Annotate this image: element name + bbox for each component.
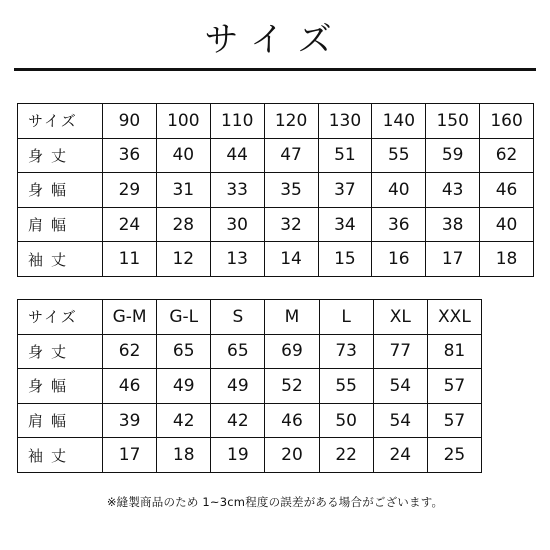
measurement-value: 34	[318, 207, 372, 242]
size-header-cell: L	[319, 300, 373, 335]
measurement-value: 11	[103, 242, 157, 277]
measurement-value: 54	[373, 403, 427, 438]
size-header-cell: 90	[103, 104, 157, 139]
measurement-value: 44	[210, 138, 264, 173]
measurement-value: 46	[480, 173, 534, 208]
size-header-cell: 120	[264, 104, 318, 139]
size-header-cell: 140	[372, 104, 426, 139]
measurement-label: 身丈	[18, 334, 103, 369]
measurement-value: 36	[103, 138, 157, 173]
measurement-value: 42	[157, 403, 211, 438]
measurement-value: 69	[265, 334, 319, 369]
size-header-cell: G-M	[103, 300, 157, 335]
measurement-value: 40	[156, 138, 210, 173]
size-header-cell: 130	[318, 104, 372, 139]
measurement-value: 20	[265, 438, 319, 473]
measurement-row	[18, 173, 534, 208]
measurement-value: 36	[372, 207, 426, 242]
measurement-value: 54	[373, 369, 427, 404]
measurement-value: 49	[211, 369, 265, 404]
measurement-value: 50	[319, 403, 373, 438]
page-title: サイズ	[204, 20, 346, 60]
measurement-value: 15	[318, 242, 372, 277]
measurement-value: 42	[211, 403, 265, 438]
measurement-value: 65	[211, 334, 265, 369]
measurement-value: 47	[264, 138, 318, 173]
measurement-row	[18, 242, 534, 277]
measurement-value: 46	[103, 369, 157, 404]
measurement-value: 22	[319, 438, 373, 473]
measurement-value: 13	[210, 242, 264, 277]
measurement-value: 14	[264, 242, 318, 277]
size-header-cell: 160	[480, 104, 534, 139]
size-header-row	[18, 300, 482, 335]
size-header-cell: 150	[426, 104, 480, 139]
kids-size-table	[17, 103, 534, 277]
measurement-value: 30	[210, 207, 264, 242]
size-header-cell: XL	[373, 300, 427, 335]
measurement-value: 17	[103, 438, 157, 473]
measurement-value: 25	[427, 438, 481, 473]
size-header-cell: M	[265, 300, 319, 335]
measurement-row	[18, 403, 482, 438]
measurement-label: 肩幅	[18, 403, 103, 438]
measurement-label: 身幅	[18, 369, 103, 404]
measurement-value: 24	[103, 207, 157, 242]
measurement-value: 33	[210, 173, 264, 208]
tolerance-note: ※縫製商品のため 1~3cm程度の誤差がある場合がございます。	[106, 495, 444, 509]
measurement-value: 40	[480, 207, 534, 242]
title-divider	[14, 68, 536, 71]
size-header-cell: S	[211, 300, 265, 335]
measurement-value: 37	[318, 173, 372, 208]
size-header-cell: XXL	[427, 300, 481, 335]
measurement-value: 46	[265, 403, 319, 438]
measurement-row	[18, 207, 534, 242]
measurement-row	[18, 438, 482, 473]
measurement-value: 57	[427, 369, 481, 404]
measurement-value: 57	[427, 403, 481, 438]
measurement-value: 51	[318, 138, 372, 173]
measurement-value: 12	[156, 242, 210, 277]
measurement-label: 身幅	[18, 173, 103, 208]
measurement-value: 28	[156, 207, 210, 242]
size-header-label: サイズ	[18, 300, 103, 335]
size-header-cell: 110	[210, 104, 264, 139]
measurement-value: 38	[426, 207, 480, 242]
measurement-value: 35	[264, 173, 318, 208]
measurement-value: 62	[103, 334, 157, 369]
measurement-row	[18, 138, 534, 173]
measurement-value: 52	[265, 369, 319, 404]
measurement-value: 18	[480, 242, 534, 277]
measurement-value: 55	[372, 138, 426, 173]
measurement-value: 18	[157, 438, 211, 473]
measurement-value: 29	[103, 173, 157, 208]
measurement-value: 39	[103, 403, 157, 438]
size-header-row	[18, 104, 534, 139]
measurement-value: 16	[372, 242, 426, 277]
measurement-label: 肩幅	[18, 207, 103, 242]
size-header-cell: 100	[156, 104, 210, 139]
measurement-value: 77	[373, 334, 427, 369]
size-header-cell: G-L	[157, 300, 211, 335]
measurement-value: 81	[427, 334, 481, 369]
measurement-value: 32	[264, 207, 318, 242]
measurement-value: 19	[211, 438, 265, 473]
measurement-value: 65	[157, 334, 211, 369]
measurement-label: 袖丈	[18, 438, 103, 473]
measurement-value: 17	[426, 242, 480, 277]
size-header-label: サイズ	[18, 104, 103, 139]
measurement-label: 袖丈	[18, 242, 103, 277]
measurement-value: 40	[372, 173, 426, 208]
adult-size-table	[17, 299, 482, 473]
measurement-value: 49	[157, 369, 211, 404]
measurement-value: 62	[480, 138, 534, 173]
measurement-value: 24	[373, 438, 427, 473]
measurement-value: 31	[156, 173, 210, 208]
measurement-label: 身丈	[18, 138, 103, 173]
measurement-value: 43	[426, 173, 480, 208]
measurement-row	[18, 334, 482, 369]
measurement-value: 59	[426, 138, 480, 173]
measurement-value: 73	[319, 334, 373, 369]
measurement-value: 55	[319, 369, 373, 404]
measurement-row	[18, 369, 482, 404]
